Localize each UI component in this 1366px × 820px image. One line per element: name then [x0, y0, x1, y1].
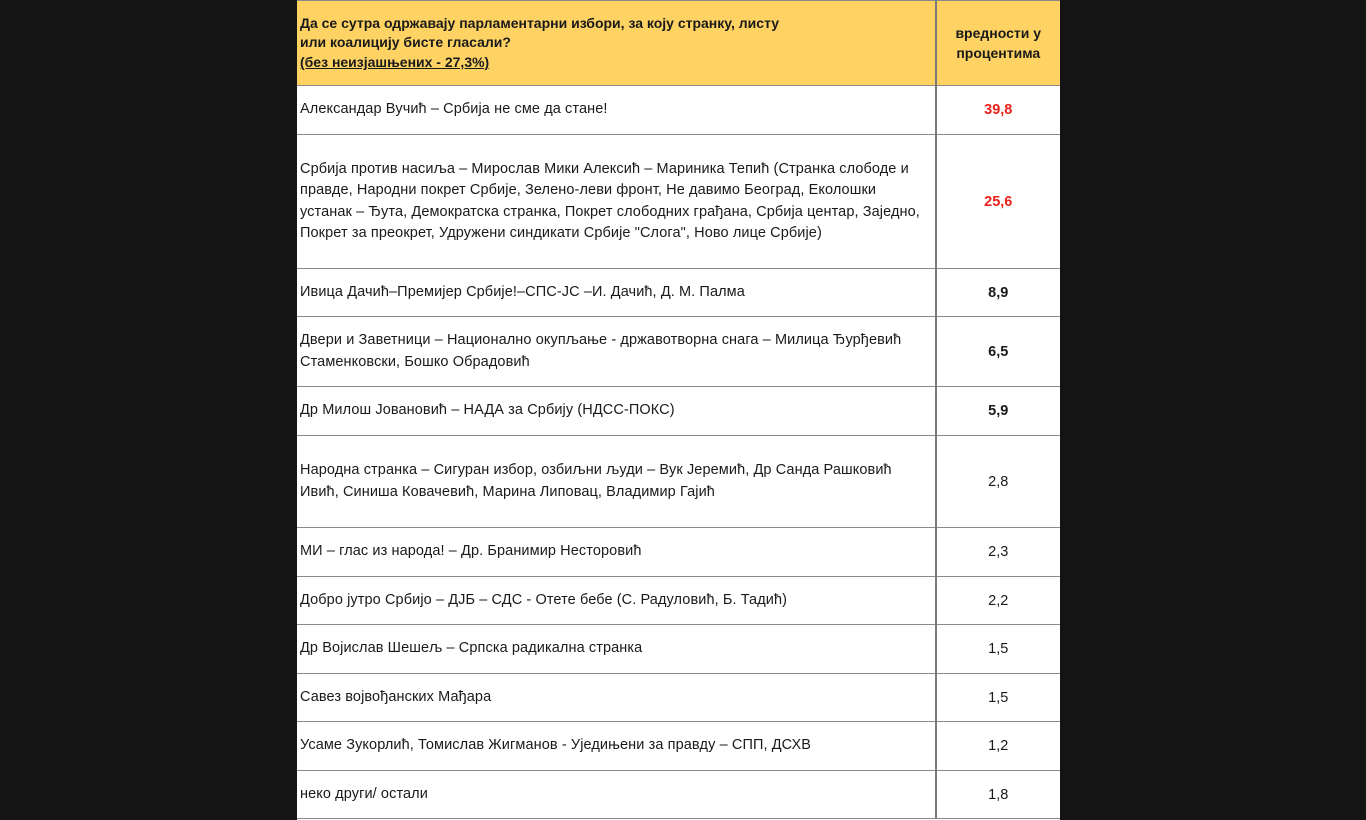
table-row [297, 625, 1060, 674]
percent-value-cell: 2,3 [936, 528, 1060, 577]
party-name-cell: Народна странка – Сигуран избор, озбиљни људи – Вук Јеремић, Др Санда Рашковић Ивић, Синиша Ковачевић, Марина Липовац, Владимир Гајић [297, 436, 936, 528]
header-row [297, 1, 1060, 86]
party-name-cell: МИ – глас из народа! – Др. Бранимир Несторовић [297, 528, 936, 577]
poll-table-sheet [297, 0, 1060, 820]
table-row [297, 722, 1060, 771]
undecided-note: (без неизјашњених - 27,3%) [300, 54, 490, 70]
percent-value-cell: 39,8 [936, 86, 1060, 135]
table-row [297, 269, 1060, 317]
poll-results-table [297, 0, 1060, 819]
party-name-cell: Др Војислав Шешељ – Српска радикална странка [297, 625, 936, 674]
percent-header-line-2: процентима [956, 45, 1041, 61]
table-row [297, 771, 1060, 819]
table-row [297, 674, 1060, 722]
party-name-cell: Двери и Заветници – Национално окупљање - државотворна снага – Милица Ђурђевић Стаменковски, Бошко Обрадовић [297, 317, 936, 387]
party-name-cell: Србија против насиља – Мирослав Мики Алексић – Мариника Тепић (Странка слободе и правде, Народни покрет Србије, Зелено-леви фронт, Не давимо Београд, Еколошки устанак – Ђута, Демократска странка, Покрет слободних грађана, Србија центар, Заједно, Покрет за преокрет, Удружени синдикати Србије "Слога", Ново лице Србије) [297, 135, 936, 269]
percent-value-cell: 1,5 [936, 625, 1060, 674]
percent-value-cell: 6,5 [936, 317, 1060, 387]
percent-value-cell: 1,5 [936, 674, 1060, 722]
table-row [297, 135, 1060, 269]
percent-value-cell: 1,2 [936, 722, 1060, 771]
party-name-cell: Александар Вучић – Србија не сме да стане! [297, 86, 936, 135]
percent-value-cell: 2,2 [936, 577, 1060, 625]
table-row [297, 317, 1060, 387]
percent-value-cell: 25,6 [936, 135, 1060, 269]
party-name-cell: Др Милош Јовановић – НАДА за Србију (НДСС-ПОКС) [297, 387, 936, 436]
percent-header-line-1: вредности у [955, 25, 1042, 41]
question-header [297, 1, 936, 86]
percent-value-cell: 8,9 [936, 269, 1060, 317]
party-name-cell: Усаме Зукорлић, Томислав Жигманов - Уједињени за правду – СПП, ДСХВ [297, 722, 936, 771]
party-name-cell: Добро јутро Србијо – ДЈБ – СДС - Отете бебе (С. Радуловић, Б. Тадић) [297, 577, 936, 625]
percent-value-cell: 5,9 [936, 387, 1060, 436]
question-line-2: или коалицију бисте гласали? [300, 34, 511, 50]
party-name-cell: неко други/ остали [297, 771, 936, 819]
table-row [297, 387, 1060, 436]
question-line-1: Да се сутра одржавају парламентарни избори, за коју странку, листу [300, 15, 780, 31]
party-name-cell: Савез војвођанских Мађара [297, 674, 936, 722]
results-body [297, 86, 1060, 819]
party-name-cell: Ивица Дачић–Премијер Србије!–СПС-ЈС –И. Дачић, Д. М. Палма [297, 269, 936, 317]
table-row [297, 577, 1060, 625]
percent-value-cell: 2,8 [936, 436, 1060, 528]
percent-value-cell: 1,8 [936, 771, 1060, 819]
table-row [297, 86, 1060, 135]
table-row [297, 436, 1060, 528]
percent-header [936, 1, 1060, 86]
table-row [297, 528, 1060, 577]
